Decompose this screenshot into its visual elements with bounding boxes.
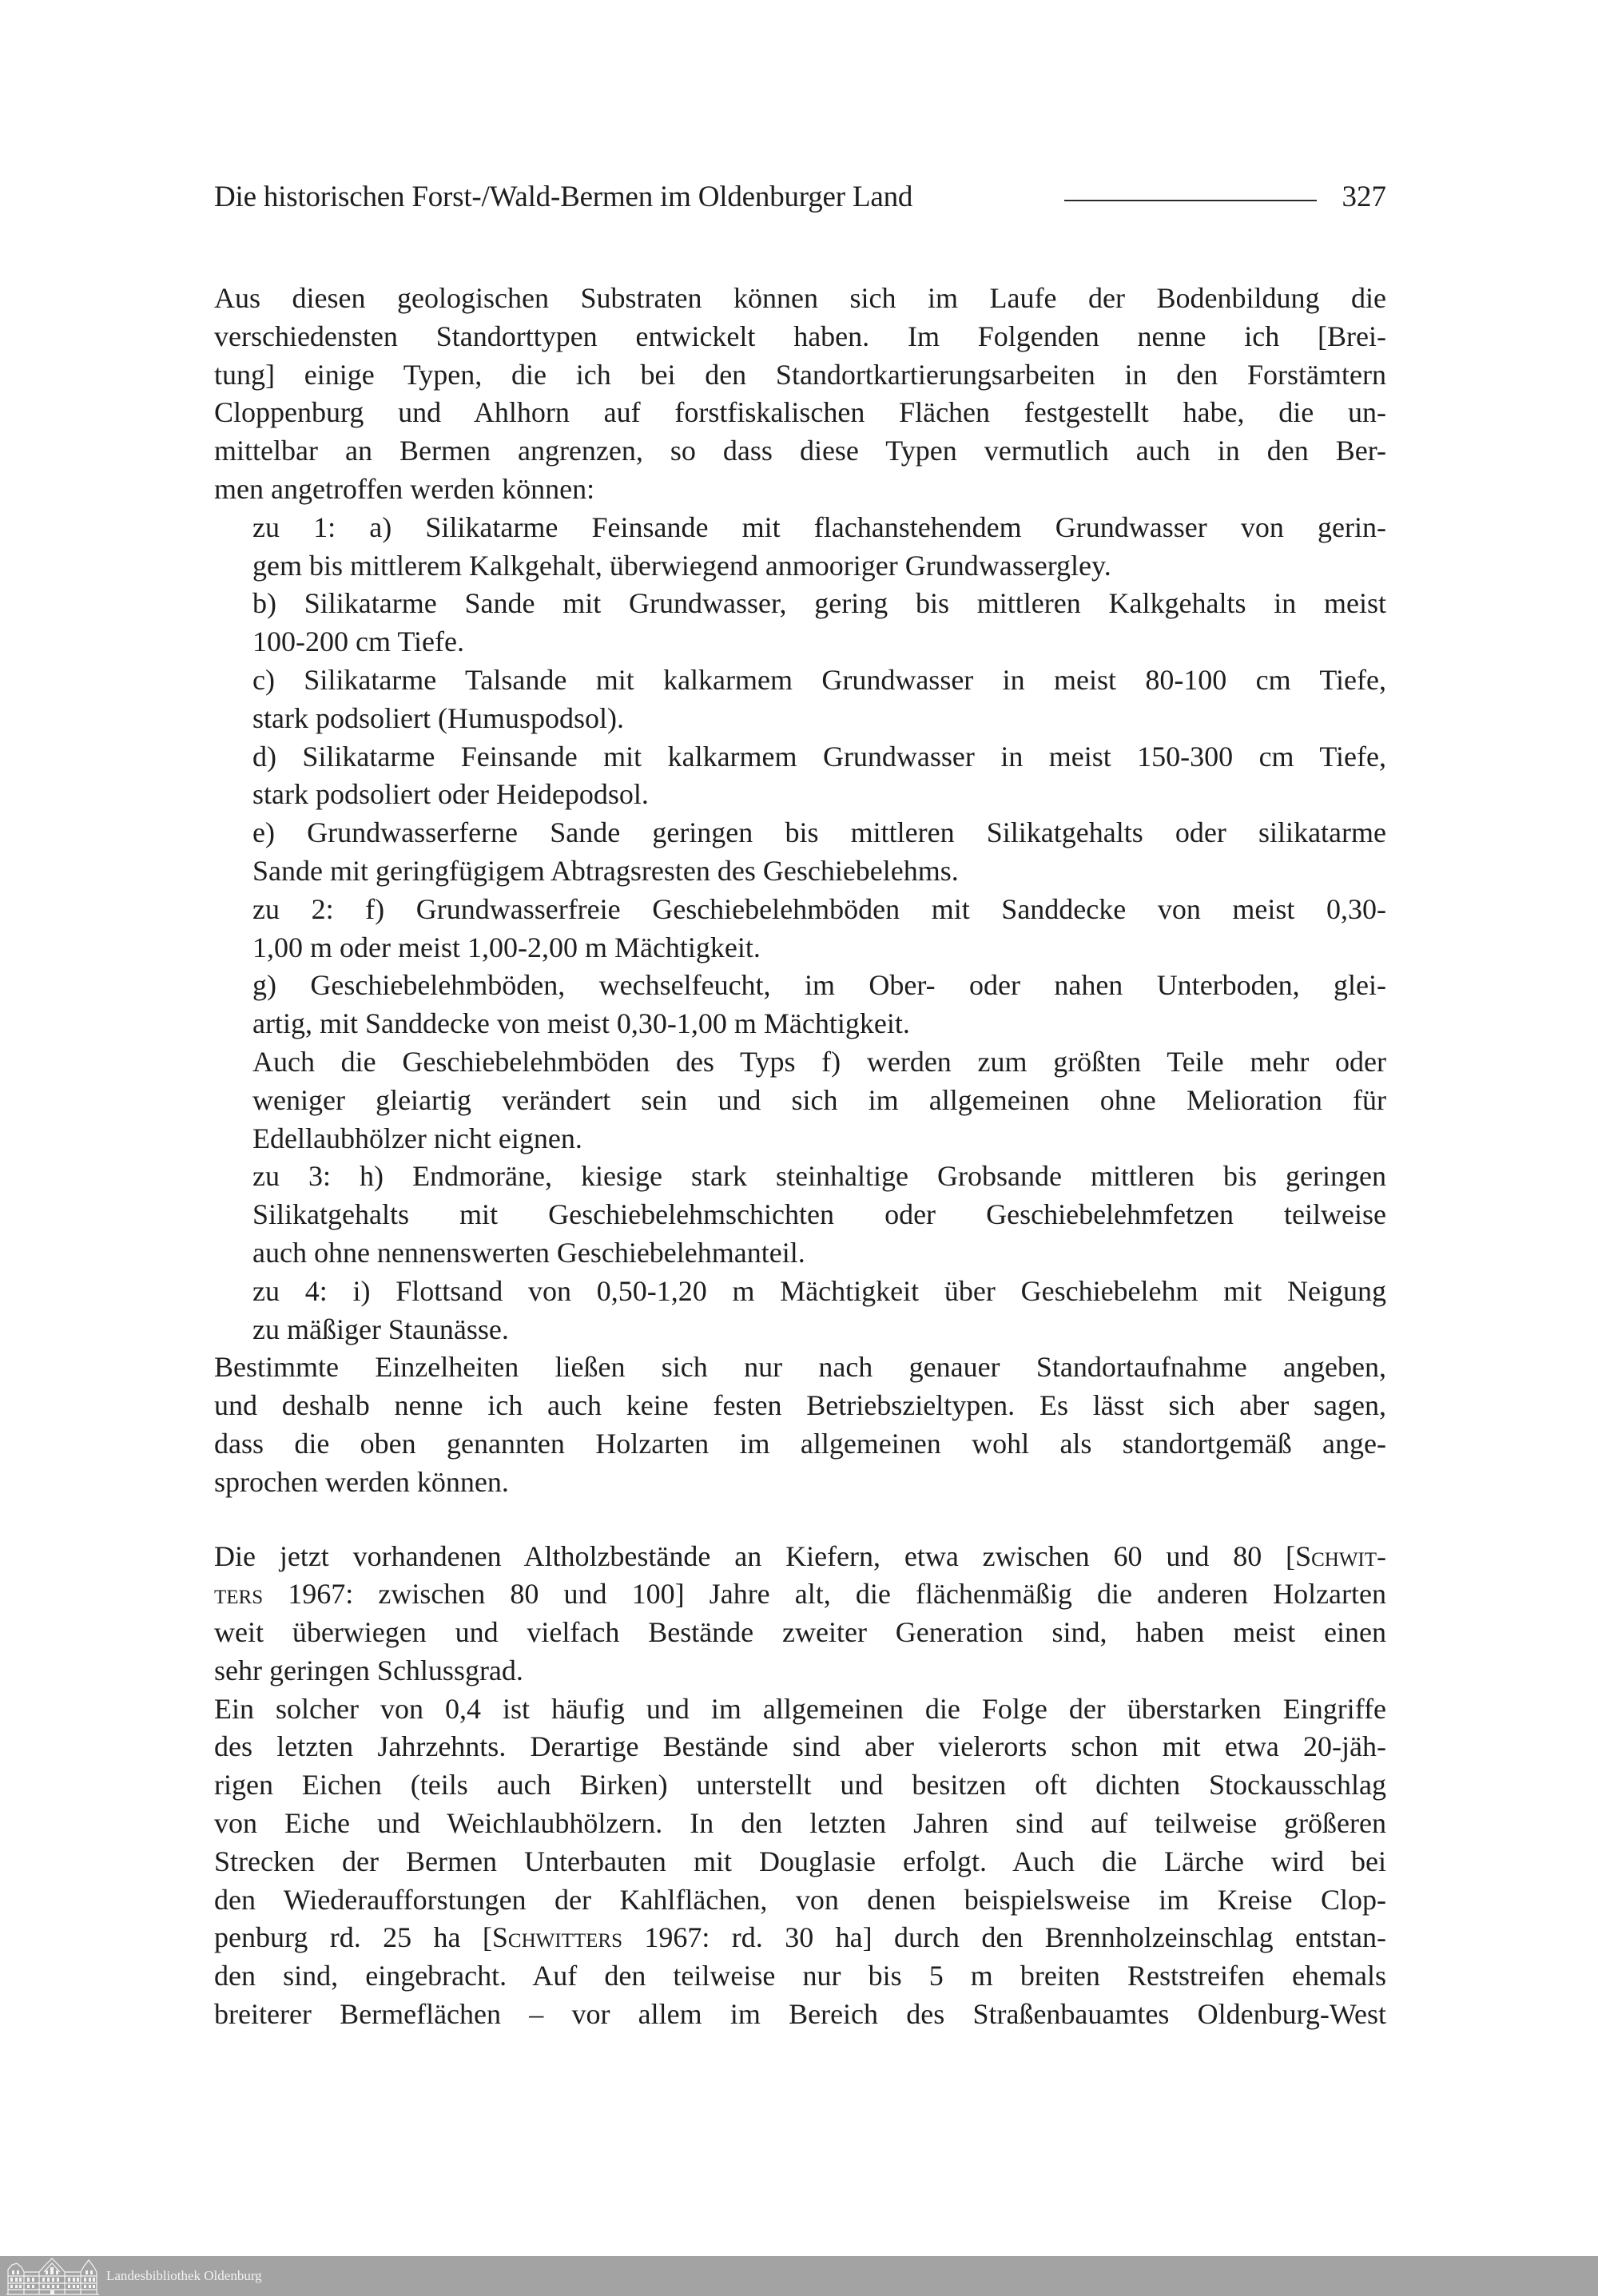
- text-line: des letzten Jahrzehnts. Derartige Bestände sind aber vielerorts schon mit etwa 20-jäh-: [214, 1730, 1386, 1763]
- text-line: Sande mit geringfügigem Abtragsresten des Geschiebelehms.: [252, 854, 959, 887]
- text-line: b) Silikatarme Sande mit Grundwasser, gering bis mittleren Kalkgehalts in meist: [252, 587, 1386, 620]
- text-line: von Eiche und Weichlaubhölzern. In den letzten Jahren sind auf teilweise größeren: [214, 1807, 1386, 1840]
- text-line: weniger gleiartig verändert sein und sich im allgemeinen ohne Melioration für: [252, 1083, 1386, 1116]
- text-line: stark podsoliert oder Heidepodsol.: [252, 778, 649, 811]
- text-line: c) Silikatarme Talsande mit kalkarmem Grundwasser in meist 80-100 cm Tiefe,: [252, 663, 1386, 696]
- text-line: g) Geschiebelehmböden, wechselfeucht, im Ober- oder nahen Unterboden, glei-: [252, 969, 1386, 1002]
- running-header-title: Die historischen Forst-/Wald-Bermen im Oldenburger Land: [214, 181, 913, 213]
- list-item: [252, 738, 1386, 815]
- text-line: und deshalb nenne ich auch keine festen Betriebszieltypen. Es lässt sich aber sagen,: [214, 1389, 1386, 1422]
- text-run: Die jetzt vorhandenen Altholzbestände an Kiefern, etwa zwischen 60 und 80 [: [214, 1539, 1296, 1572]
- list-item: [252, 661, 1386, 738]
- text-line: breiterer Bermeflächen – vor allem im Bereich des Straßenbauamtes Oldenburg-West: [214, 1998, 1386, 2031]
- text-line: dass die oben genannten Holzarten im allgemeinen wohl als standortgemäß ange-: [214, 1427, 1386, 1460]
- text-line: zu 4: i) Flottsand von 0,50-1,20 m Mächtigkeit über Geschiebelehm mit Neigung: [252, 1274, 1386, 1307]
- text-line: den sind, eingebracht. Auf den teilweise nur bis 5 m breiten Reststreifen ehemals: [214, 1960, 1386, 1992]
- list-item: [252, 585, 1386, 661]
- text-line: Bestimmte Einzelheiten ließen sich nur nach genauer Standortaufnahme angeben,: [214, 1351, 1386, 1384]
- text-line: den Wiederaufforstungen der Kahlflächen, von denen beispielsweise im Kreise Clop-: [214, 1883, 1386, 1916]
- paragraph: [214, 1349, 1386, 1501]
- text-line: Strecken der Bermen Unterbauten mit Douglasie erfolgt. Auch die Lärche wird bei: [214, 1845, 1386, 1877]
- text-run: penburg rd. 25 ha [: [214, 1921, 492, 1954]
- text-line: weit überwiegen und vielfach Bestände zweiter Generation sind, haben meist einen: [214, 1616, 1386, 1649]
- body-text: [214, 280, 1386, 2034]
- list-note: [252, 1043, 1386, 1158]
- text-line: [214, 1919, 1386, 1957]
- list-item: [252, 891, 1386, 967]
- text-run: 1967: rd. 30 ha] durch den Brennholzeinschlag entstan-: [622, 1921, 1386, 1954]
- author-citation: Schwit-: [1295, 1539, 1386, 1572]
- text-line: Ein solcher von 0,4 ist häufig und im allgemeinen die Folge der überstarken Eingriffe: [214, 1692, 1386, 1725]
- header-rule: [1064, 200, 1317, 201]
- text-line: sehr geringen Schlussgrad.: [214, 1654, 523, 1686]
- text-line: zu 1: a) Silikatarme Feinsande mit flachanstehendem Grundwasser von gerin-: [252, 510, 1386, 543]
- text-line: men angetroffen werden können:: [214, 472, 595, 505]
- text-line: e) Grundwasserferne Sande geringen bis mittleren Silikatgehalts oder silikatarme: [252, 816, 1386, 849]
- text-line: auch ohne nennenswerten Geschiebelehmanteil.: [252, 1236, 805, 1269]
- text-line: tung] einige Typen, die ich bei den Standortkartierungsarbeiten in den Forstämtern: [214, 358, 1386, 391]
- text-line: Auch die Geschiebelehmböden des Typs f) werden zum größten Teile mehr oder: [252, 1045, 1386, 1078]
- text-line: Cloppenburg und Ahlhorn auf forstfiskalischen Flächen festgestellt habe, die un-: [214, 396, 1386, 429]
- list-item: [252, 967, 1386, 1043]
- text-line: Edellaubhölzer nicht eignen.: [252, 1122, 582, 1154]
- paragraph: [214, 280, 1386, 509]
- list-item: [252, 1158, 1386, 1272]
- library-building-icon: [6, 2257, 100, 2296]
- text-line: zu mäßiger Staunässe.: [252, 1313, 509, 1345]
- text-line: Silikatgehalts mit Geschiebelehmschichten oder Geschiebelehmfetzen teilweise: [252, 1198, 1386, 1231]
- running-header: [214, 177, 1386, 217]
- text-line: gem bis mittlerem Kalkgehalt, überwiegend anmooriger Grundwassergley.: [252, 549, 1111, 582]
- text-line: [214, 1538, 1386, 1576]
- text-line: d) Silikatarme Feinsande mit kalkarmem Grundwasser in meist 150-300 cm Tiefe,: [252, 740, 1386, 773]
- text-line: zu 2: f) Grundwasserfreie Geschiebelehmböden mit Sanddecke von meist 0,30-: [252, 892, 1386, 925]
- text-line: zu 3: h) Endmoräne, kiesige stark steinhaltige Grobsande mittleren bis geringen: [252, 1160, 1386, 1193]
- list-item: [252, 1273, 1386, 1349]
- paragraph: [214, 1538, 1386, 1690]
- footer-bar: [0, 2256, 1598, 2296]
- text-run: 1967: zwischen 80 und 100] Jahre alt, die flächenmäßig die anderen Holzarten: [263, 1578, 1386, 1611]
- author-citation: Schwitters: [491, 1921, 622, 1954]
- paragraph: [214, 1690, 1386, 2034]
- text-line: 100-200 cm Tiefe.: [252, 626, 464, 658]
- list-item: [252, 509, 1386, 586]
- text-line: mittelbar an Bermen angrenzen, so dass diese Typen vermutlich auch in den Ber-: [214, 435, 1386, 467]
- text-line: stark podsoliert (Humuspodsol).: [252, 701, 624, 734]
- text-line: verschiedensten Standorttypen entwickelt haben. Im Folgenden nenne ich [Brei-: [214, 320, 1386, 352]
- text-line: artig, mit Sanddecke von meist 0,30-1,00 m Mächtigkeit.: [252, 1007, 910, 1040]
- soil-type-list: [214, 509, 1386, 1349]
- author-citation: ters: [214, 1578, 264, 1611]
- text-line: Aus diesen geologischen Substraten können sich im Laufe der Bodenbildung die: [214, 282, 1386, 314]
- page-number: 327: [1342, 181, 1386, 213]
- text-line: [214, 1575, 1386, 1614]
- library-name: Landesbibliothek Oldenburg: [106, 2268, 262, 2283]
- paragraph-gap: [214, 1502, 1386, 1538]
- list-item: [252, 814, 1386, 891]
- text-line: rigen Eichen (teils auch Birken) unterstellt und besitzen oft dichten Stockausschlag: [214, 1769, 1386, 1801]
- text-line: 1,00 m oder meist 1,00-2,00 m Mächtigkeit.: [252, 931, 761, 963]
- text-line: sprochen werden können.: [214, 1465, 509, 1498]
